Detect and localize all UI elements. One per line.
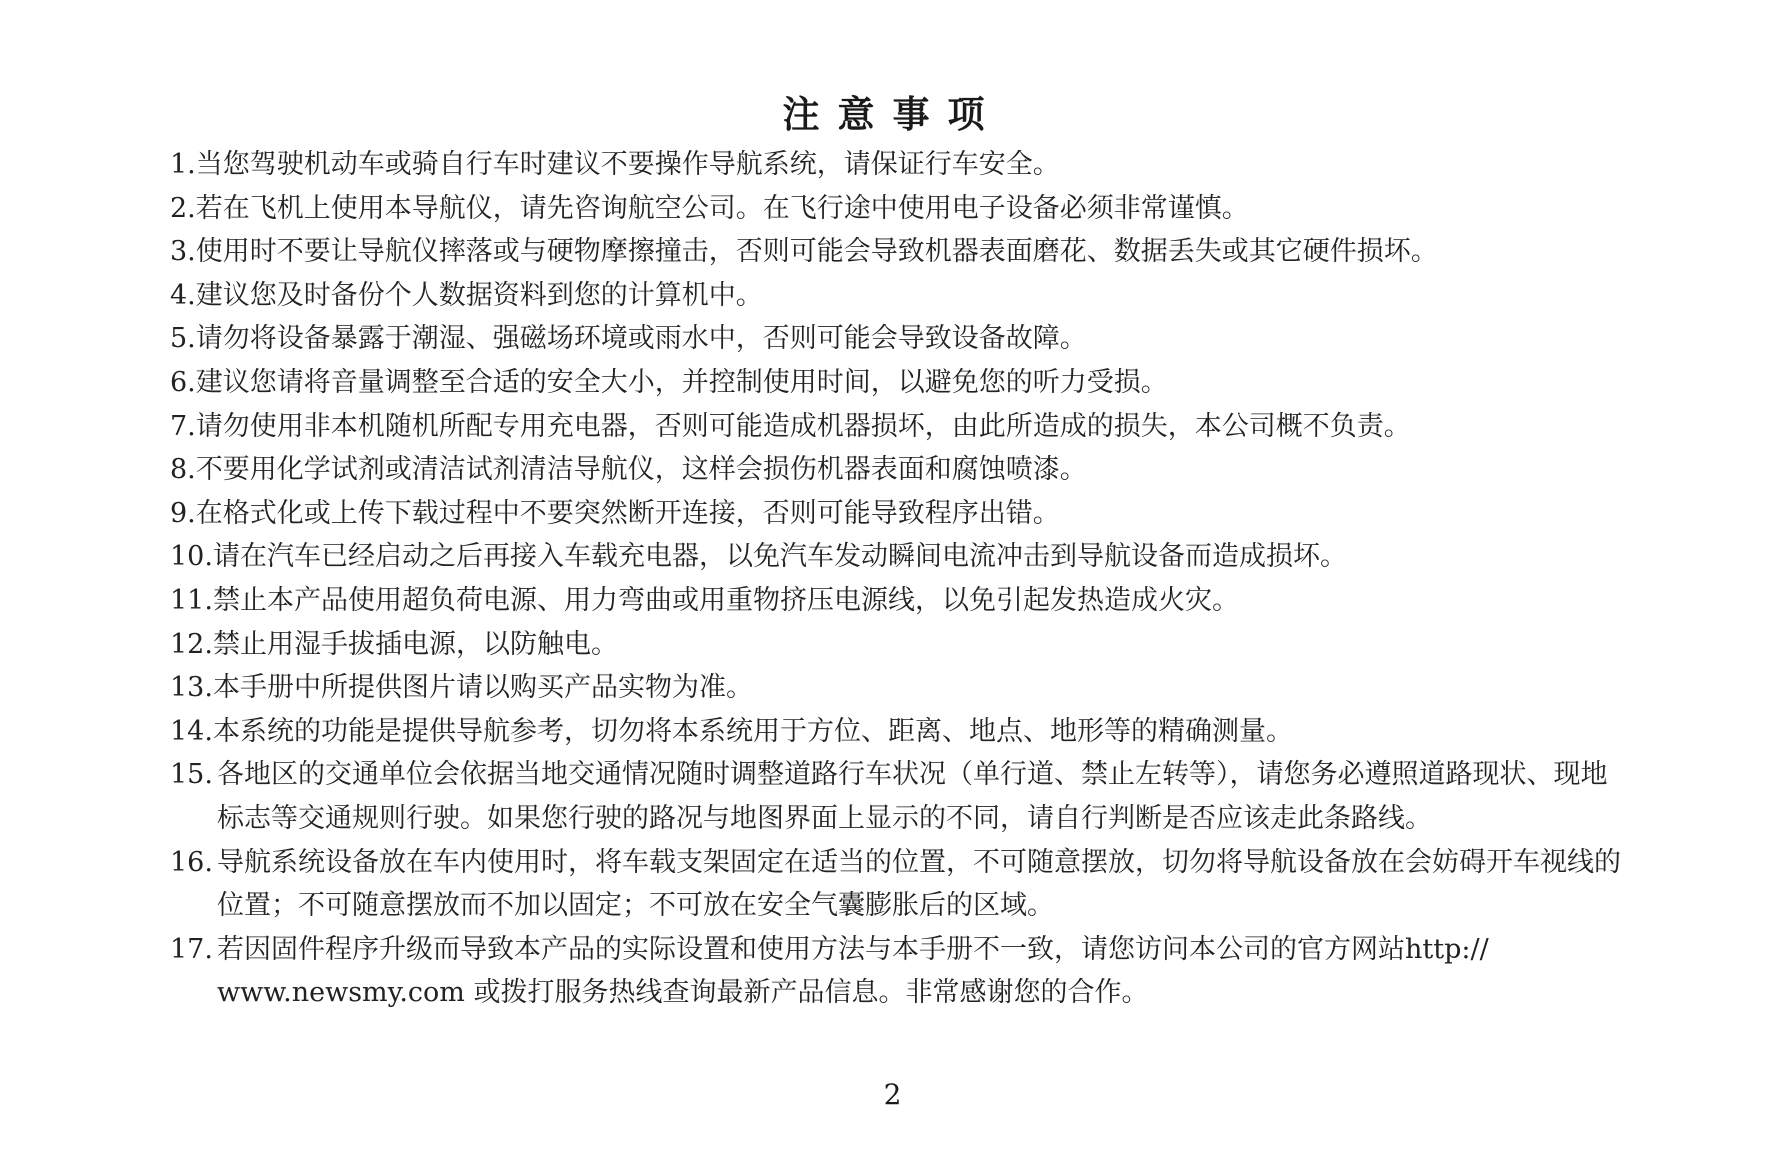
note-number: 13. xyxy=(170,672,213,704)
note-text: 导航系统设备放在车内使用时，将车载支架固定在适当的位置，不可随意摆放，切勿将导航设备放在会妨碍开车视线的位置；不可随意摆放而不加以固定；不可放在安全气囊膨胀后的区域。 xyxy=(217,846,1621,922)
note-number: 17. xyxy=(170,933,213,965)
note-text: 建议您及时备份个人数据资料到您的计算机中。 xyxy=(195,279,763,311)
note-text: 使用时不要让导航仪摔落或与硬物摩擦撞击，否则可能会导致机器表面磨花、数据丢失或其它硬件损坏。 xyxy=(195,236,1438,268)
note-item xyxy=(170,710,1630,754)
note-item xyxy=(170,448,1630,492)
notes-list xyxy=(170,143,1630,1015)
note-item xyxy=(170,928,1630,1015)
note-item xyxy=(170,230,1630,274)
note-text: 当您驾驶机动车或骑自行车时建议不要操作导航系统，请保证行车安全。 xyxy=(195,149,1060,180)
note-text: 本系统的功能是提供导航参考，切勿将本系统用于方位、距离、地点、地形等的精确测量。 xyxy=(212,715,1293,747)
note-text: 禁止用湿手拔插电源，以防触电。 xyxy=(212,628,618,660)
note-item xyxy=(170,274,1630,318)
note-number: 3. xyxy=(170,236,196,268)
note-item xyxy=(170,623,1630,667)
note-text: 请勿使用非本机随机所配专用充电器，否则可能造成机器损坏，由此所造成的损失，本公司概不负责。 xyxy=(195,410,1411,442)
note-item xyxy=(170,361,1630,405)
note-number: 8. xyxy=(170,454,196,486)
note-number: 9. xyxy=(170,497,196,529)
note-item xyxy=(170,753,1630,840)
note-number: 2. xyxy=(170,192,196,224)
note-item xyxy=(170,535,1630,579)
note-text: 不要用化学试剂或清洁试剂清洁导航仪，这样会损伤机器表面和腐蚀喷漆。 xyxy=(195,454,1087,486)
note-item xyxy=(170,579,1630,623)
note-item xyxy=(170,666,1630,710)
note-number: 1. xyxy=(170,149,196,180)
page-title: 注意事项 xyxy=(782,92,1003,136)
note-number: 10. xyxy=(170,541,213,573)
note-item xyxy=(170,841,1630,928)
note-text: 建议您请将音量调整至合适的安全大小，并控制使用时间，以避免您的听力受损。 xyxy=(195,366,1168,398)
note-text: 本手册中所提供图片请以购买产品实物为准。 xyxy=(212,672,753,704)
note-item xyxy=(170,405,1630,449)
note-text: 在格式化或上传下载过程中不要突然断开连接，否则可能导致程序出错。 xyxy=(195,497,1060,529)
note-number: 14. xyxy=(170,715,213,747)
note-text: 禁止本产品使用超负荷电源、用力弯曲或用重物挤压电源线，以免引起发热造成火灾。 xyxy=(212,584,1239,616)
note-number: 4. xyxy=(170,279,196,311)
note-number: 7. xyxy=(170,410,196,442)
note-item xyxy=(170,492,1630,536)
note-text: 若因固件程序升级而导致本产品的实际设置和使用方法与本手册不一致，请您访问本公司的官方网站http:// www.newsmy.com 或拨打服务热线查询最新产品信息。非常感谢您的合作。 xyxy=(217,933,1489,1009)
note-number: 11. xyxy=(170,584,213,616)
note-text: 各地区的交通单位会依据当地交通情况随时调整道路行车状况（单行道、禁止左转等），请您务必遵照道路现状、现地标志等交通规则行驶。如果您行驶的路况与地图界面上显示的不同，请自行判断是否应该走此条路线。 xyxy=(217,759,1608,834)
note-number: 6. xyxy=(170,366,196,398)
note-text: 若在飞机上使用本导航仪，请先咨询航空公司。在飞行途中使用电子设备必须非常谨慎。 xyxy=(195,192,1249,224)
note-number: 12. xyxy=(170,628,213,660)
note-item xyxy=(170,317,1630,361)
note-text: 请在汽车已经启动之后再接入车载充电器，以免汽车发动瞬间电流冲击到导航设备而造成损坏。 xyxy=(212,541,1347,573)
page-number: 2 xyxy=(883,1078,902,1111)
note-text: 请勿将设备暴露于潮湿、强磁场环境或雨水中，否则可能会导致设备故障。 xyxy=(195,323,1087,355)
note-number: 15. xyxy=(170,759,213,791)
note-number: 5. xyxy=(170,323,196,355)
note-number: 16. xyxy=(170,846,213,878)
note-item xyxy=(170,143,1630,187)
note-item xyxy=(170,187,1630,231)
